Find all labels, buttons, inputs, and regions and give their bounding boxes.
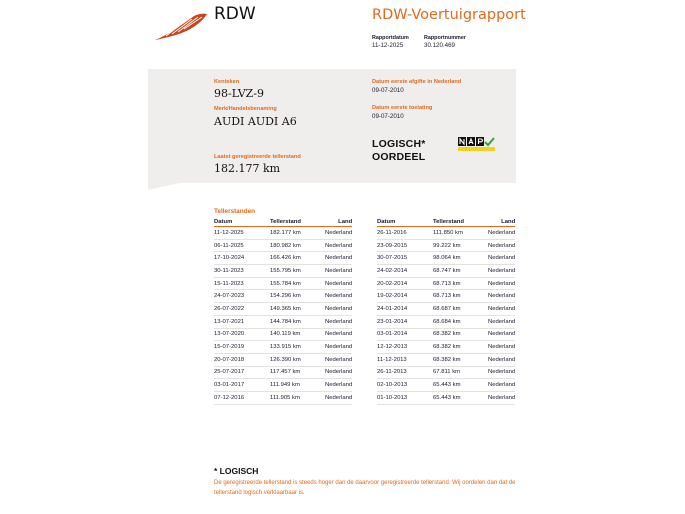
table-row [214, 328, 352, 341]
reading-country: Nederland [488, 227, 515, 240]
reading-date: 13-07-2021 [214, 315, 270, 328]
reading-country: Nederland [488, 328, 515, 341]
reading-date: 11-12-2025 [214, 227, 270, 240]
reading-date: 24-07-2023 [214, 290, 270, 303]
table-row [214, 379, 352, 392]
reading-date: 13-07-2020 [214, 328, 270, 341]
reading-date: 06-11-2025 [214, 239, 270, 252]
reading-date: 30-07-2015 [377, 252, 433, 265]
license-plate: 98-LVZ-9 [214, 87, 265, 100]
reading-value: 68.713 km [433, 277, 488, 290]
reading-date: 25-07-2017 [214, 366, 270, 379]
table-row [377, 379, 515, 392]
reading-country: Nederland [488, 303, 515, 316]
reading-date: 30-11-2023 [214, 265, 270, 278]
reading-date: 23-09-2015 [377, 239, 433, 252]
reading-country: Nederland [488, 366, 515, 379]
reading-value: 99.222 km [433, 239, 488, 252]
table-row [214, 252, 352, 265]
reading-country: Nederland [488, 391, 515, 404]
reading-country: Nederland [488, 290, 515, 303]
reading-value: 144.784 km [270, 315, 325, 328]
reading-country: Nederland [488, 315, 515, 328]
reading-date: 07-12-2016 [214, 391, 270, 404]
table-row [377, 277, 515, 290]
readings-table-right [377, 217, 515, 405]
reading-country: Nederland [488, 265, 515, 278]
table-header-row [377, 217, 515, 227]
table-row [377, 265, 515, 278]
verdict-line-2: OORDEEL [372, 151, 426, 163]
reading-value: 68.684 km [433, 315, 488, 328]
reading-country: Nederland [325, 366, 352, 379]
reading-country: Nederland [325, 315, 352, 328]
reading-value: 140.119 km [270, 328, 325, 341]
reading-country: Nederland [325, 379, 352, 392]
table-row [377, 303, 515, 316]
table-header-row [214, 217, 352, 227]
reading-country: Nederland [325, 290, 352, 303]
readings-title: Tellerstanden [214, 208, 256, 215]
first-issue-nl-date: 09-07-2010 [372, 87, 404, 94]
reading-date: 15-07-2019 [214, 341, 270, 354]
reading-value: 68.382 km [433, 353, 488, 366]
table-row [377, 328, 515, 341]
table-row [377, 290, 515, 303]
reading-value: 111.905 km [270, 391, 325, 404]
reading-value: 126.390 km [270, 353, 325, 366]
panel-tab-decoration [148, 182, 184, 190]
footnote-title: * LOGISCH [214, 466, 259, 476]
reading-value: 155.795 km [270, 265, 325, 278]
reading-country: Nederland [488, 239, 515, 252]
reading-date: 02-10-2013 [377, 379, 433, 392]
reading-date: 20-02-2014 [377, 277, 433, 290]
reading-value: 67.811 km [433, 366, 488, 379]
table-row [214, 277, 352, 290]
reading-country: Nederland [488, 341, 515, 354]
table-row [214, 341, 352, 354]
reading-value: 68.382 km [433, 341, 488, 354]
reading-country: Nederland [325, 303, 352, 316]
reading-country: Nederland [325, 239, 352, 252]
reading-country: Nederland [325, 391, 352, 404]
table-row [377, 252, 515, 265]
table-row [377, 315, 515, 328]
reading-value: 98.064 km [433, 252, 488, 265]
reading-country: Nederland [325, 265, 352, 278]
reading-date: 15-11-2023 [214, 277, 270, 290]
table-row [214, 239, 352, 252]
rdw-logo-icon [154, 12, 208, 42]
date-column-header: Datum [377, 217, 433, 227]
reading-date: 19-02-2014 [377, 290, 433, 303]
table-row [214, 353, 352, 366]
reading-country: Nederland [488, 379, 515, 392]
reading-date: 26-07-2022 [214, 303, 270, 316]
table-row [377, 353, 515, 366]
reading-column-header: Tellerstand [270, 217, 325, 227]
country-column-header: Land [488, 217, 515, 227]
reading-value: 149.365 km [270, 303, 325, 316]
report-date: 11-12-2025 [372, 42, 404, 49]
reading-value: 111.850 km [433, 227, 488, 240]
vehicle-summary-panel [148, 69, 516, 183]
reading-date: 24-01-2014 [377, 303, 433, 316]
plate-label: Kenteken [214, 79, 240, 85]
brand-name: RDW [214, 4, 256, 24]
table-row [377, 227, 515, 240]
reading-date: 26-11-2013 [377, 366, 433, 379]
reading-country: Nederland [325, 353, 352, 366]
table-row [377, 391, 515, 404]
reading-value: 182.177 km [270, 227, 325, 240]
reading-date: 11-12-2013 [377, 353, 433, 366]
reading-date: 26-11-2016 [377, 227, 433, 240]
country-column-header: Land [325, 217, 352, 227]
reading-date: 20-07-2018 [214, 353, 270, 366]
reading-country: Nederland [325, 341, 352, 354]
reading-country: Nederland [325, 277, 352, 290]
reading-value: 68.713 km [433, 290, 488, 303]
report-date-label: Rapportdatum [372, 35, 409, 41]
report-title: RDW-Voertuigrapport [372, 7, 526, 23]
reading-date: 24-02-2014 [377, 265, 433, 278]
reading-date: 03-01-2017 [214, 379, 270, 392]
table-row [214, 265, 352, 278]
reading-date: 01-10-2013 [377, 391, 433, 404]
date-column-header: Datum [214, 217, 270, 227]
reading-column-header: Tellerstand [433, 217, 488, 227]
reading-date: 17-10-2024 [214, 252, 270, 265]
reading-date: 23-01-2014 [377, 315, 433, 328]
table-row [377, 366, 515, 379]
report-number: 30.120.469 [424, 42, 455, 49]
table-row [214, 391, 352, 404]
reading-country: Nederland [488, 277, 515, 290]
footnote-text: De geregistreerde tellerstand is steeds hoger dan de daarvoor geregistreerde tellerstand. Wij oordelen dan dat de tellerstand logisch verklaarbaar is. [214, 480, 516, 496]
reading-value: 155.784 km [270, 277, 325, 290]
reading-value: 68.687 km [433, 303, 488, 316]
make-label: Merk/Handelsbenaming [214, 106, 277, 112]
table-row [377, 239, 515, 252]
readings-table-left [214, 217, 352, 405]
reading-country: Nederland [488, 353, 515, 366]
table-row [214, 303, 352, 316]
report-number-label: Rapportnummer [424, 35, 466, 41]
reading-value: 68.747 km [433, 265, 488, 278]
table-row [377, 341, 515, 354]
reading-country: Nederland [488, 252, 515, 265]
table-row [214, 290, 352, 303]
nap-logo-icon [458, 137, 495, 151]
reading-value: 180.982 km [270, 239, 325, 252]
reading-country: Nederland [325, 328, 352, 341]
first-admission-date: 09-07-2010 [372, 113, 404, 120]
reading-value: 117.457 km [270, 366, 325, 379]
table-row [214, 366, 352, 379]
reading-value: 133.915 km [270, 341, 325, 354]
reading-date: 12-12-2013 [377, 341, 433, 354]
first-issue-nl-label: Datum eerste afgifte in Nederland [372, 79, 462, 85]
reading-value: 65.443 km [433, 391, 488, 404]
reading-value: 68.382 km [433, 328, 488, 341]
reading-country: Nederland [325, 252, 352, 265]
reading-country: Nederland [325, 227, 352, 240]
reading-value: 111.949 km [270, 379, 325, 392]
reading-value: 154.296 km [270, 290, 325, 303]
first-admission-label: Datum eerste toelating [372, 105, 433, 111]
vehicle-make: AUDI AUDI A6 [214, 115, 297, 128]
reading-value: 166.426 km [270, 252, 325, 265]
reading-date: 03-01-2014 [377, 328, 433, 341]
verdict-line-1: LOGISCH* [372, 138, 426, 150]
table-row [214, 227, 352, 240]
verdict [372, 138, 426, 164]
odometer-label: Laatst geregistreerde tellerstand [214, 154, 301, 160]
odometer-value: 182.177 km [214, 162, 281, 175]
reading-value: 65.443 km [433, 379, 488, 392]
table-row [214, 315, 352, 328]
